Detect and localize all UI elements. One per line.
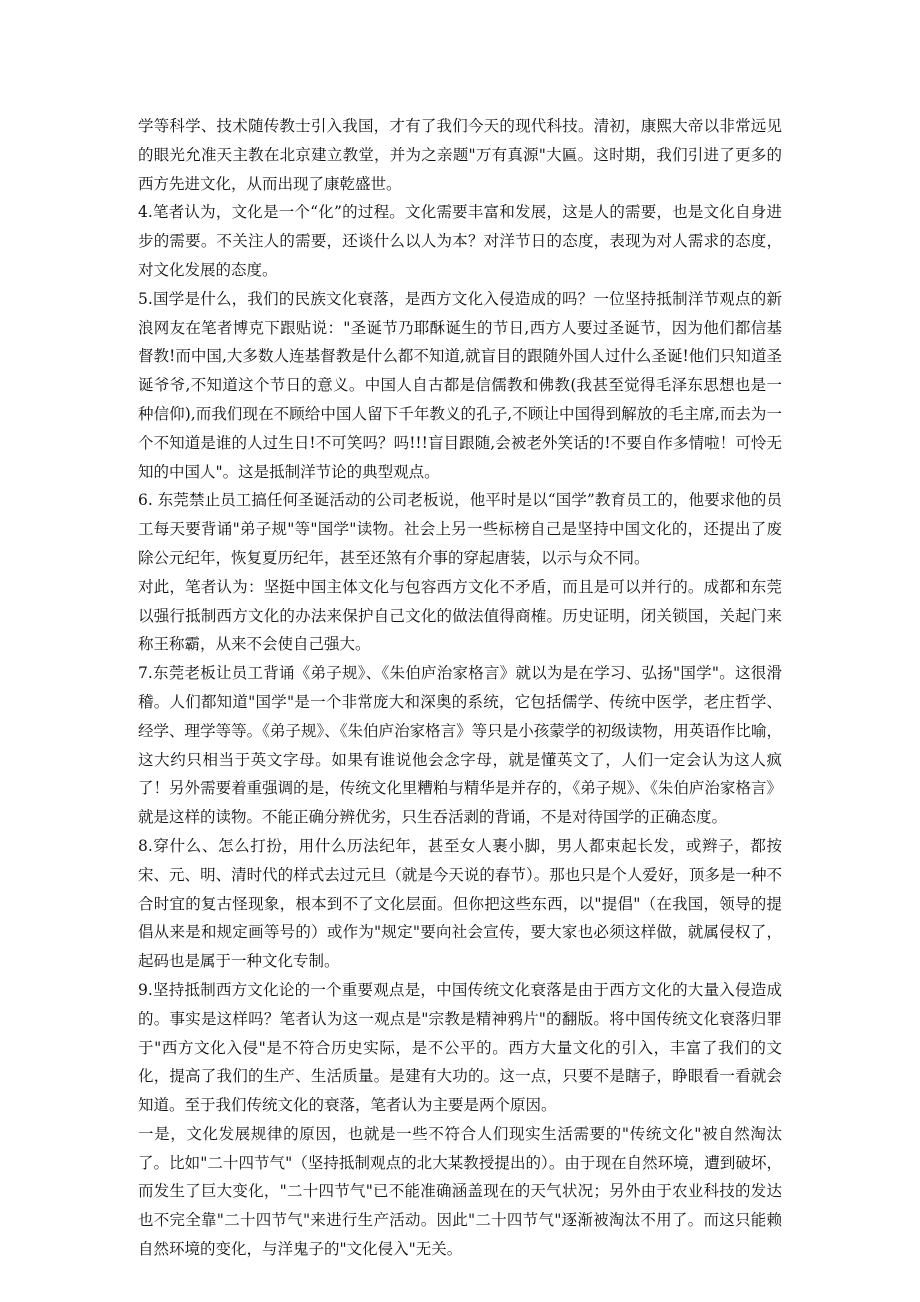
- paragraph-4: 4.笔者认为，文化是一个“化”的过程。文化需要丰富和发展，这是人的需要，也是文化自身进步的需要。不关注人的需要，还谈什么以人为本？对洋节日的态度，表现为对人需求的态度，对文化发展的态度。: [138, 203, 782, 279]
- paragraph-9: 9.坚持抵制西方文化论的一个重要观点是，中国传统文化衰落是由于西方文化的大量入侵造成的。事实是这样吗？笔者认为这一观点是"宗教是精神鸦片"的翻版。将中国传统文化衰落归罪于"西方文化入侵"是不符合历史实际，是不公平的。西方大量文化的引入，丰富了我们的文化，提高了我们的生产、生活质量。是建有大功的。这一点，只要不是瞎子，睁眼看一看就会知道。至于我们传统文化的衰落，笔者认为主要是两个原因。: [138, 980, 782, 1115]
- paragraph-9-reason-one: 一是，文化发展规律的原因，也就是一些不符合人们现实生活需要的"传统文化"被自然淘汰了。比如"二十四节气"（坚持抵制观点的北大某教授提出的）。由于现在自然环境，遭到破坏，而发生了巨大变化，"二十四节气"已不能准确涵盖现在的天气状况；另外由于农业科技的发达也不完全靠"二十四节气"来进行生产活动。因此"二十四节气"逐渐被淘汰不用了。而这只能赖自然环境的变化，与洋鬼子的"文化侵入"无关。: [138, 1124, 782, 1259]
- paragraph-8: 8.穿什么、怎么打扮，用什么历法纪年，甚至女人裹小脚，男人都束起长发，或辫子，都按宋、元、明、清时代的样式去过元旦（就是今天说的春节）。那也只是个人爱好，顶多是一种不合时宜的复古怪现象，根本到不了文化层面。但你把这些东西，以"提倡"（在我国，领导的提倡从来是和规定画等号的）或作为"规定"要向社会宣传，要大家也必须这样做，就属侵权了，起码也是属于一种文化专制。: [138, 836, 782, 971]
- paragraph-6-response: 对此，笔者认为：坚挺中国主体文化与包容西方文化不矛盾，而且是可以并行的。成都和东莞以强行抵制西方文化的办法来保护自己文化的做法值得商榷。历史证明，闭关锁国，关起门来称王称霸，从来不会使自己强大。: [138, 577, 782, 654]
- paragraph-continuation: 学等科学、技术随传教士引入我国，才有了我们今天的现代科技。清初，康熙大帝以非常远见的眼光允准天主教在北京建立教堂，并为之亲题"万有真源"大匾。这时期，我们引进了更多的西方先进文化，从而出现了康乾盛世。: [138, 117, 782, 193]
- paragraph-7: 7.东莞老板让员工背诵《弟子规》、《朱伯庐治家格言》就以为是在学习、弘扬"国学"。这很滑稽。人们都知道"国学"是一个非常庞大和深奥的系统，它包括儒学、传统中医学，老庄哲学、经学、理学等等。《弟子规》、《朱伯庐治家格言》等只是小孩蒙学的初级读物，用英语作比喻，这大约只相当于英文字母。如果有谁说他会念字母，就是懂英文了，人们一定会认为这人疯了！另外需要着重强调的是，传统文化里糟粕与精华是并存的，《弟子规》、《朱伯庐治家格言》就是这样的读物。不能正确分辨优劣，只生吞活剥的背诵，不是对待国学的正确态度。: [138, 664, 782, 827]
- paragraph-5: 5.国学是什么，我们的民族文化衰落，是西方文化入侵造成的吗？一位坚持抵制洋节观点的新浪网友在笔者博克下跟贴说："圣诞节乃耶酥诞生的节日,西方人要过圣诞节，因为他们都信基督教!而中国,大多数人连基督教是什么都不知道,就盲目的跟随外国人过什么圣诞!他们只知道圣诞爷爷,不知道这个节日的意义。中国人自古都是信儒教和佛教(我甚至觉得毛泽东思想也是一种信仰),而我们现在不顾给中国人留下千年教义的孔子,不顾让中国得到解放的毛主席,而去为一个不知道是谁的人过生日!不可笑吗？吗!!!盲目跟随,会被老外笑话的!不要自作多情啦！可怜无知的中国人"。这是抵制洋节论的典型观点。: [138, 289, 782, 481]
- paragraph-6: 6. 东莞禁止员工搞任何圣诞活动的公司老板说，他平时是以“国学”教育员工的，他要求他的员工每天要背诵"弟子规"等"国学"读物。社会上另一些标榜自己是坚持中国文化的，还提出了废除公元纪年，恢复夏历纪年，甚至还煞有介事的穿起唐装，以示与众不同。: [138, 491, 782, 567]
